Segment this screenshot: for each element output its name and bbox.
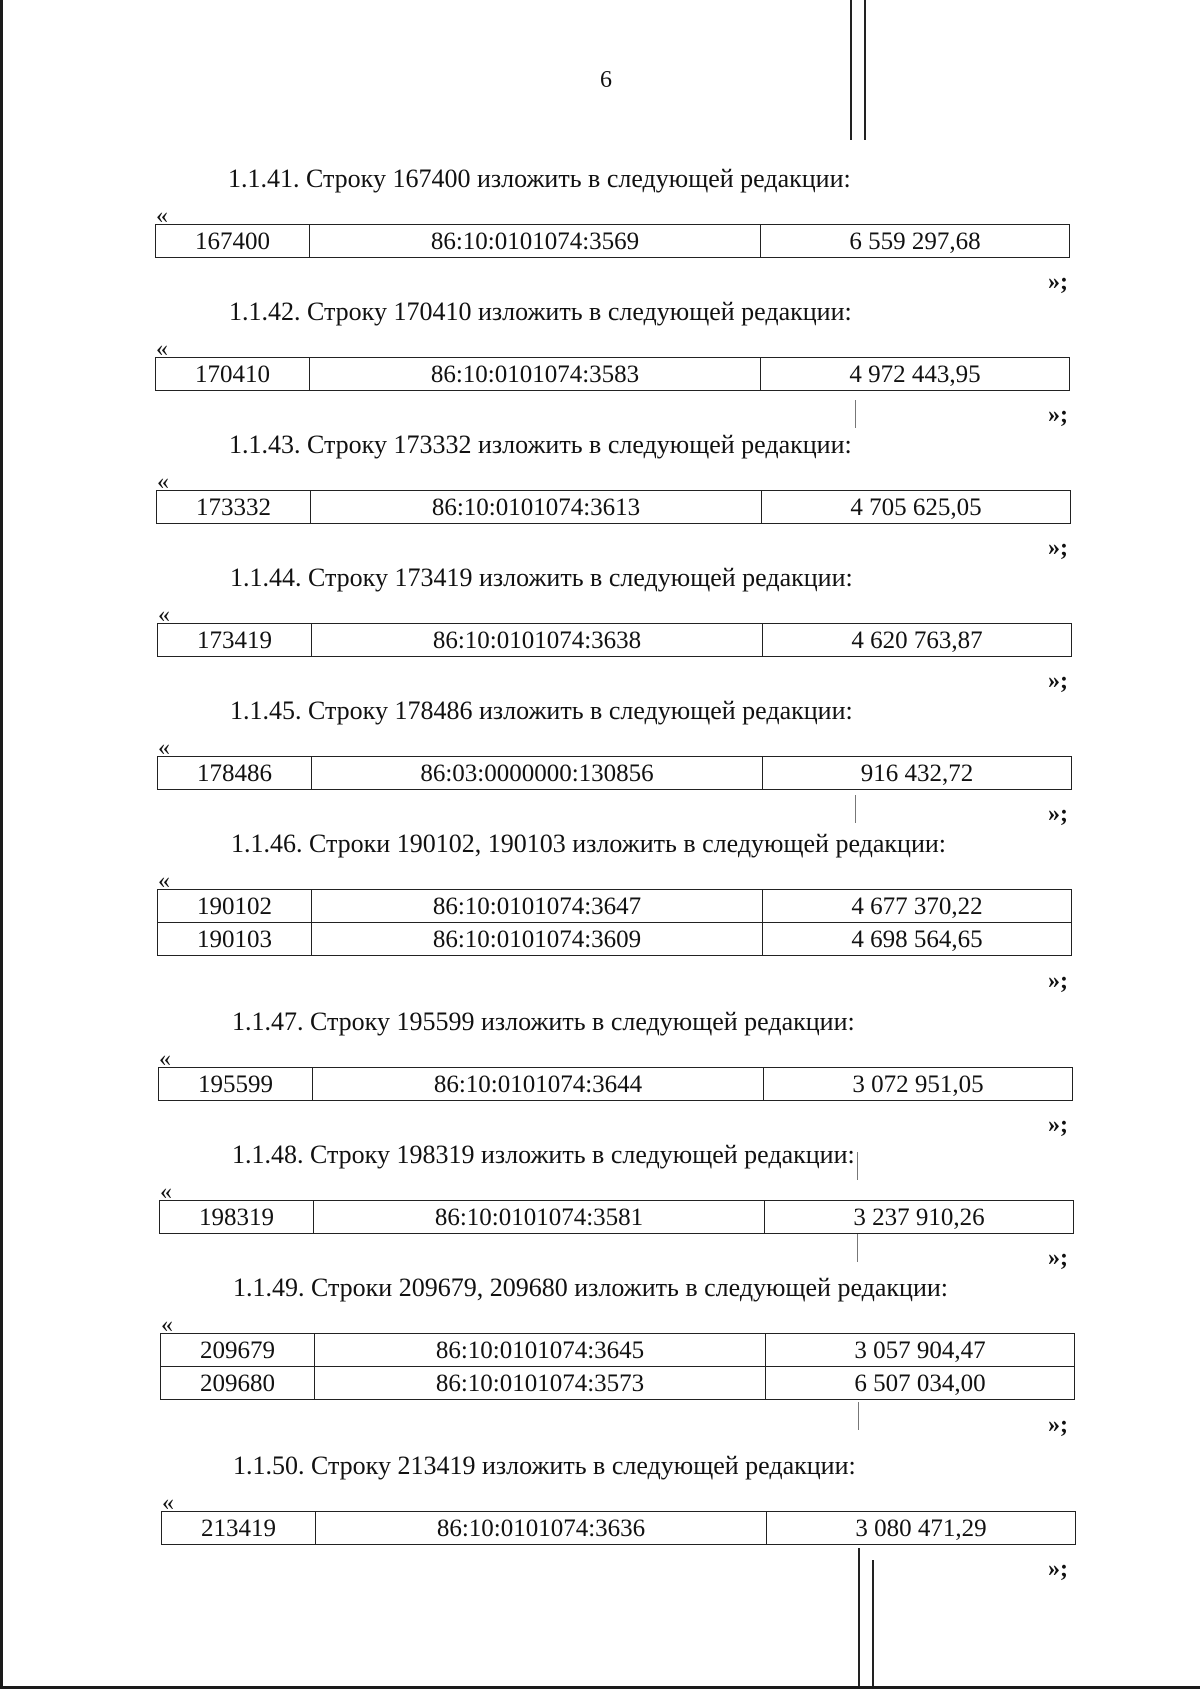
cadastral-number-cell: 86:10:0101074:3638 <box>312 624 763 657</box>
amendment-instruction: 1.1.41. Строку 167400 изложить в следующей редакции: <box>228 164 851 193</box>
table-row <box>162 1512 1076 1545</box>
table-row <box>158 890 1072 923</box>
cadastral-number-cell: 86:10:0101074:3609 <box>312 923 763 956</box>
row-number-cell: 213419 <box>162 1512 316 1545</box>
cadastral-number-cell: 86:10:0101074:3645 <box>315 1334 766 1367</box>
binder-line <box>864 0 866 140</box>
amendment-instruction: 1.1.47. Строку 195599 изложить в следующей редакции: <box>232 1007 855 1036</box>
amendment-table <box>158 1067 1073 1101</box>
cadastral-value-cell: 4 705 625,05 <box>762 491 1071 524</box>
opening-quote: « <box>156 203 168 229</box>
table-row <box>159 1068 1073 1101</box>
opening-quote: « <box>158 735 170 761</box>
closing-quote: »; <box>1048 801 1068 827</box>
cadastral-value-cell: 3 237 910,26 <box>765 1201 1074 1234</box>
closing-quote: »; <box>1048 402 1068 428</box>
amendment-table <box>155 224 1070 258</box>
opening-quote: « <box>158 868 170 894</box>
cadastral-value-cell: 3 072 951,05 <box>764 1068 1073 1101</box>
table-row <box>160 1201 1074 1234</box>
closing-quote: »; <box>1048 1245 1068 1271</box>
table-row <box>157 491 1071 524</box>
cadastral-value-cell: 6 559 297,68 <box>761 225 1070 258</box>
closing-quote: »; <box>1048 968 1068 994</box>
cadastral-value-cell: 3 080 471,29 <box>767 1512 1076 1545</box>
row-number-cell: 209680 <box>161 1367 315 1400</box>
table-row <box>161 1334 1075 1367</box>
amendment-instruction: 1.1.46. Строки 190102, 190103 изложить в следующей редакции: <box>231 829 947 858</box>
row-number-cell: 173332 <box>157 491 311 524</box>
amendment-table <box>159 1200 1074 1234</box>
amendment-table <box>156 490 1071 524</box>
binder-line <box>858 1548 860 1686</box>
row-number-cell: 170410 <box>156 358 310 391</box>
row-number-cell: 209679 <box>161 1334 315 1367</box>
binder-line <box>850 0 852 140</box>
amendment-table <box>161 1511 1076 1545</box>
amendment-table <box>155 357 1070 391</box>
cadastral-number-cell: 86:10:0101074:3573 <box>315 1367 766 1400</box>
opening-quote: « <box>159 1046 171 1072</box>
binder-line <box>872 1560 874 1686</box>
amendment-table <box>157 623 1072 657</box>
row-number-cell: 178486 <box>158 757 312 790</box>
closing-quote: »; <box>1048 1412 1068 1438</box>
table-row <box>161 1367 1075 1400</box>
row-number-cell: 173419 <box>158 624 312 657</box>
closing-quote: »; <box>1048 535 1068 561</box>
amendment-instruction: 1.1.45. Строку 178486 изложить в следующей редакции: <box>230 696 853 725</box>
amendment-table <box>160 1333 1075 1400</box>
scan-artifact <box>858 1402 859 1430</box>
cadastral-value-cell: 4 620 763,87 <box>763 624 1072 657</box>
scan-artifact <box>857 1152 858 1180</box>
scan-artifact <box>855 795 856 823</box>
amendment-table <box>157 756 1072 790</box>
cadastral-value-cell: 916 432,72 <box>763 757 1072 790</box>
cadastral-value-cell: 4 972 443,95 <box>761 358 1070 391</box>
cadastral-number-cell: 86:10:0101074:3644 <box>313 1068 764 1101</box>
closing-quote: »; <box>1048 269 1068 295</box>
table-row <box>158 923 1072 956</box>
table-row <box>158 757 1072 790</box>
cadastral-number-cell: 86:10:0101074:3647 <box>312 890 763 923</box>
cadastral-value-cell: 4 698 564,65 <box>763 923 1072 956</box>
amendment-instruction: 1.1.42. Строку 170410 изложить в следующей редакции: <box>229 297 852 326</box>
amendment-instruction: 1.1.48. Строку 198319 изложить в следующей редакции: <box>232 1140 855 1169</box>
amendment-table <box>157 889 1072 956</box>
opening-quote: « <box>162 1490 174 1516</box>
row-number-cell: 195599 <box>159 1068 313 1101</box>
cadastral-number-cell: 86:10:0101074:3583 <box>310 358 761 391</box>
opening-quote: « <box>156 336 168 362</box>
row-number-cell: 190102 <box>158 890 312 923</box>
opening-quote: « <box>157 469 169 495</box>
opening-quote: « <box>161 1312 173 1338</box>
row-number-cell: 190103 <box>158 923 312 956</box>
cadastral-number-cell: 86:10:0101074:3581 <box>314 1201 765 1234</box>
cadastral-number-cell: 86:03:0000000:130856 <box>312 757 763 790</box>
table-row <box>156 225 1070 258</box>
table-row <box>158 624 1072 657</box>
opening-quote: « <box>158 602 170 628</box>
table-row <box>156 358 1070 391</box>
amendment-instruction: 1.1.43. Строку 173332 изложить в следующей редакции: <box>229 430 852 459</box>
amendment-instruction: 1.1.44. Строку 173419 изложить в следующей редакции: <box>230 563 853 592</box>
cadastral-number-cell: 86:10:0101074:3613 <box>311 491 762 524</box>
closing-quote: »; <box>1048 1112 1068 1138</box>
cadastral-value-cell: 6 507 034,00 <box>766 1367 1075 1400</box>
page-number: 6 <box>600 67 612 93</box>
amendment-instruction: 1.1.50. Строку 213419 изложить в следующей редакции: <box>233 1451 856 1480</box>
row-number-cell: 198319 <box>160 1201 314 1234</box>
scan-artifact <box>855 400 856 428</box>
cadastral-number-cell: 86:10:0101074:3636 <box>316 1512 767 1545</box>
cadastral-value-cell: 3 057 904,47 <box>766 1334 1075 1367</box>
opening-quote: « <box>160 1179 172 1205</box>
closing-quote: »; <box>1048 1556 1068 1582</box>
amendment-instruction: 1.1.49. Строки 209679, 209680 изложить в следующей редакции: <box>233 1273 949 1302</box>
cadastral-value-cell: 4 677 370,22 <box>763 890 1072 923</box>
cadastral-number-cell: 86:10:0101074:3569 <box>310 225 761 258</box>
scan-artifact <box>857 1234 858 1262</box>
row-number-cell: 167400 <box>156 225 310 258</box>
closing-quote: »; <box>1048 668 1068 694</box>
